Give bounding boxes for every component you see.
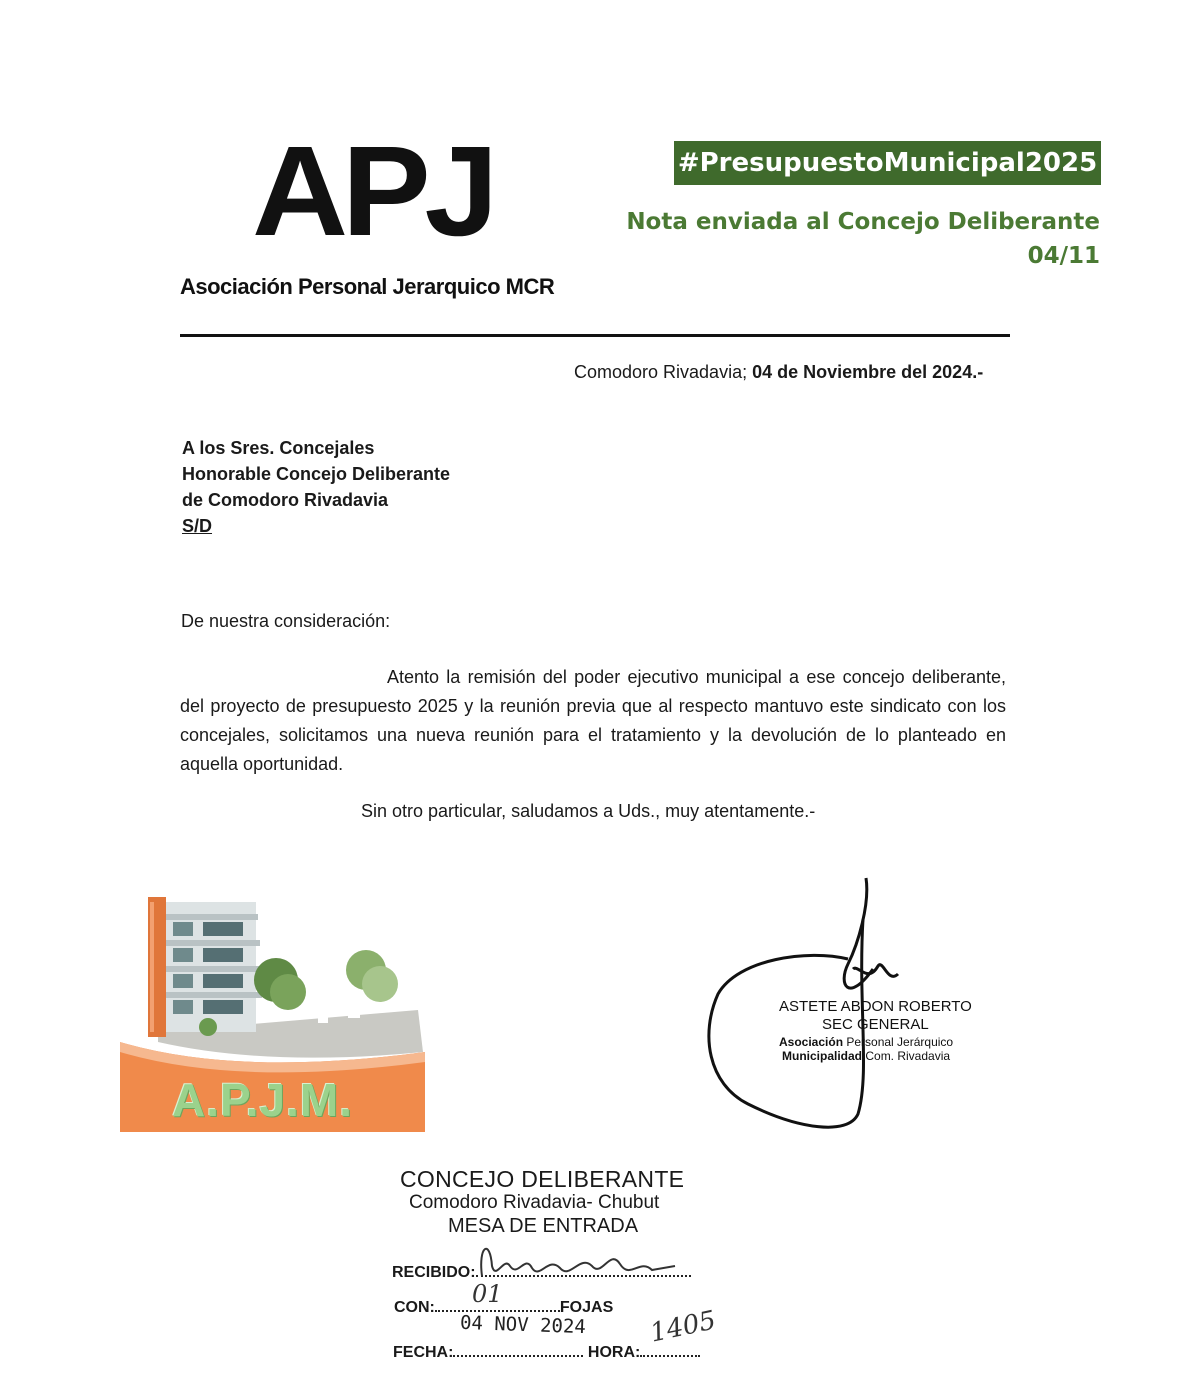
letter-closing: Sin otro particular, saludamos a Uds., muy atentamente.- — [361, 801, 816, 821]
recipient-line: de Comodoro Rivadavia — [182, 490, 389, 510]
note-line-1: Nota enviada al Concejo Deliberante — [626, 209, 1100, 235]
org-line1-bold: Asociación — [779, 1035, 844, 1049]
fecha-label: FECHA: — [393, 1344, 454, 1361]
recipient-line: A los Sres. Concejales — [182, 438, 375, 458]
org-line2-rest: Com. Rivadavia — [862, 1049, 951, 1063]
stamp-desk: MESA DE ENTRADA — [448, 1215, 639, 1237]
recipient-sd-text: S/D — [182, 516, 213, 536]
signatory-role: SEC GENERAL — [822, 1016, 929, 1033]
handwritten-hora: 1405 — [647, 1305, 719, 1349]
con-label: CON: — [394, 1299, 435, 1316]
association-name: Asociación Personal Jerarquico MCR — [180, 274, 555, 299]
signatory-name: ASTETE ABDON ROBERTO — [779, 998, 972, 1015]
fojas-label: FOJAS — [559, 1299, 614, 1316]
note-line-2: 04/11 — [1027, 243, 1100, 269]
recibido-label: RECIBIDO: — [392, 1264, 476, 1281]
date-value: 04 de Noviembre del 2024.- — [752, 362, 984, 382]
recipient-sd — [182, 513, 450, 539]
apj-logo: APJ — [252, 120, 493, 263]
handwritten-con: 01 — [472, 1280, 503, 1308]
stamp-title: CONCEJO DELIBERANTE — [400, 1166, 685, 1192]
stamped-date: 04 NOV 2024 — [459, 1311, 587, 1339]
greeting: De nuestra consideración: — [181, 611, 391, 631]
handwritten-receiver-signature — [470, 1236, 690, 1286]
hashtag-banner: #PresupuestoMunicipal2025 — [674, 141, 1101, 185]
org-line2-bold: Municipalidad — [782, 1049, 863, 1063]
fecha-dots — [453, 1341, 583, 1357]
signatory-org-line2 — [782, 1049, 950, 1063]
letter-body: Atento la remisión del poder ejecutivo municipal a ese concejo deliberante, del proyecto de presupuesto 2025 y la reunión previa que al respecto mantuvo este sindicato con los concejales, solicitamos una nueva reunión para el tratamiento y la devolución de lo planteado en aquella oportunidad. — [180, 667, 1006, 774]
date-place: Comodoro Rivadavia; — [574, 362, 753, 382]
recipient-block — [182, 435, 450, 539]
letter-date — [574, 362, 983, 383]
signatory-org-line1 — [779, 1035, 953, 1049]
org-line1-rest: Personal Jerárquico — [843, 1035, 954, 1049]
recipient-line: Honorable Concejo Deliberante — [182, 464, 451, 484]
stamp-city: Comodoro Rivadavia- Chubut — [409, 1192, 660, 1213]
header-divider — [180, 334, 1010, 337]
note-caption — [626, 205, 1100, 273]
hora-label: HORA: — [587, 1344, 641, 1361]
apjm-logo-text: A.P.J.M. — [172, 1074, 353, 1126]
